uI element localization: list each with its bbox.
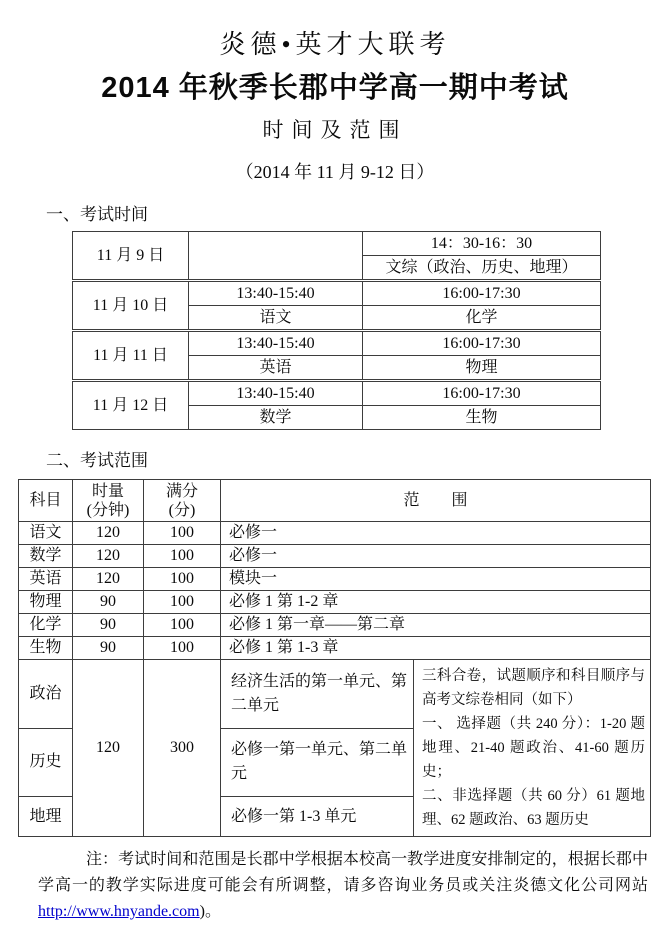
- schedule-time: 16:00-17:30: [363, 331, 601, 356]
- score-cell: 100: [144, 545, 221, 568]
- schedule-row-nov9: [73, 232, 601, 256]
- range-cell: 必修一第 1-3 单元: [221, 797, 414, 837]
- scope-row-math: [19, 545, 651, 568]
- score-cell: 100: [144, 637, 221, 660]
- website-link[interactable]: http://www.hnyande.com: [38, 903, 200, 920]
- schedule-subject: 数学: [189, 406, 363, 430]
- score-cell: 100: [144, 568, 221, 591]
- score-unit: (分): [168, 501, 196, 519]
- scope-row-politics: [19, 660, 651, 729]
- duration-cell: 120: [73, 545, 144, 568]
- schedule-date: 11 月 11 日: [73, 331, 189, 381]
- schedule-time: 13:40-15:40: [189, 331, 363, 356]
- range-cell: 必修 1 第 1-3 章: [221, 637, 651, 660]
- range-cell: 必修 1 第一章——第二章: [221, 614, 651, 637]
- scope-row-physics: [19, 591, 651, 614]
- range-cell: 必修一: [221, 545, 651, 568]
- schedule-row-nov11: [73, 331, 601, 356]
- subject-cell: 政治: [19, 660, 73, 729]
- duration-label: 时量: [91, 482, 124, 500]
- schedule-subject: 文综（政治、历史、地理）: [363, 256, 601, 281]
- col-header-range: 范 围: [221, 480, 651, 522]
- subject-cell: 地理: [19, 797, 73, 837]
- score-cell: 100: [144, 522, 221, 545]
- scope-row-chinese: [19, 522, 651, 545]
- duration-cell: 120: [73, 568, 144, 591]
- note-line-1: 三科合卷，试题顺序和科目顺序与高考文综卷相同（如下）: [422, 668, 646, 708]
- note-line-2: 一、 选择题（共 240 分）：1-20 题地理、21-40 题政治、41-60 题历史；: [422, 716, 646, 780]
- schedule-row-nov10: [73, 281, 601, 306]
- schedule-time: 16:00-17:30: [363, 281, 601, 306]
- brand-title: 炎德•英才大联考: [219, 30, 451, 59]
- section-heading-exam-time: 一、考试时间: [46, 205, 148, 224]
- range-cell: 必修一第一单元、第二单元: [221, 728, 414, 797]
- subject-cell: 生物: [19, 637, 73, 660]
- footnote: [38, 847, 648, 925]
- footnote-suffix: )。: [199, 903, 221, 920]
- range-cell: 模块一: [221, 568, 651, 591]
- range-cell: 必修一: [221, 522, 651, 545]
- schedule-row-nov12: [73, 381, 601, 406]
- scope-row-chemistry: [19, 614, 651, 637]
- range-cell: 必修 1 第 1-2 章: [221, 591, 651, 614]
- schedule-subject: 化学: [363, 306, 601, 331]
- score-cell: 100: [144, 591, 221, 614]
- combined-score-cell: 300: [144, 660, 221, 837]
- scope-header-row: [19, 480, 651, 522]
- subject-cell: 语文: [19, 522, 73, 545]
- combined-note-cell: [414, 660, 651, 837]
- schedule-subject: 语文: [189, 306, 363, 331]
- score-label: 满分: [165, 482, 198, 500]
- main-title: 2014 年秋季长郡中学高一期中考试: [101, 72, 569, 104]
- scope-row-english: [19, 568, 651, 591]
- footnote-text: 注：考试时间和范围是长郡中学根据本校高一教学进度安排制定的，根据长郡中学高一的教学实际进度可能会有所调整，请多咨询业务员或关注炎德文化公司网站: [38, 851, 648, 894]
- schedule-time: 13:40-15:40: [189, 281, 363, 306]
- schedule-date: 11 月 9 日: [73, 232, 189, 281]
- col-header-score: [144, 480, 221, 522]
- duration-unit: (分钟): [86, 501, 130, 519]
- section-heading-exam-scope: 二、考试范围: [46, 451, 148, 470]
- subtitle: 时间及范围: [262, 118, 408, 142]
- schedule-time: 16:00-17:30: [363, 381, 601, 406]
- schedule-subject: 英语: [189, 356, 363, 381]
- col-header-duration: [73, 480, 144, 522]
- duration-cell: 90: [73, 637, 144, 660]
- schedule-time: 13:40-15:40: [189, 381, 363, 406]
- schedule-subject: 物理: [363, 356, 601, 381]
- duration-cell: 90: [73, 591, 144, 614]
- schedule-empty-cell: [189, 232, 363, 281]
- duration-cell: 120: [73, 522, 144, 545]
- duration-cell: 90: [73, 614, 144, 637]
- subject-cell: 英语: [19, 568, 73, 591]
- scope-row-biology: [19, 637, 651, 660]
- col-header-subject: 科目: [19, 480, 73, 522]
- schedule-date: 11 月 12 日: [73, 381, 189, 430]
- combined-duration-cell: 120: [73, 660, 144, 837]
- range-cell: 经济生活的第一单元、第二单元: [221, 660, 414, 729]
- schedule-time: 14：30-16：30: [363, 232, 601, 256]
- subject-cell: 物理: [19, 591, 73, 614]
- exam-schedule-table: [72, 231, 601, 430]
- schedule-subject: 生物: [363, 406, 601, 430]
- subject-cell: 历史: [19, 728, 73, 797]
- date-range: （2014 年 11 月 9-12 日）: [235, 162, 435, 182]
- subject-cell: 化学: [19, 614, 73, 637]
- schedule-date: 11 月 10 日: [73, 281, 189, 331]
- score-cell: 100: [144, 614, 221, 637]
- subject-cell: 数学: [19, 545, 73, 568]
- note-line-3: 二、非选择题（共 60 分）61 题地理、62 题政治、63 题历史: [422, 788, 646, 828]
- exam-scope-table: [18, 479, 651, 837]
